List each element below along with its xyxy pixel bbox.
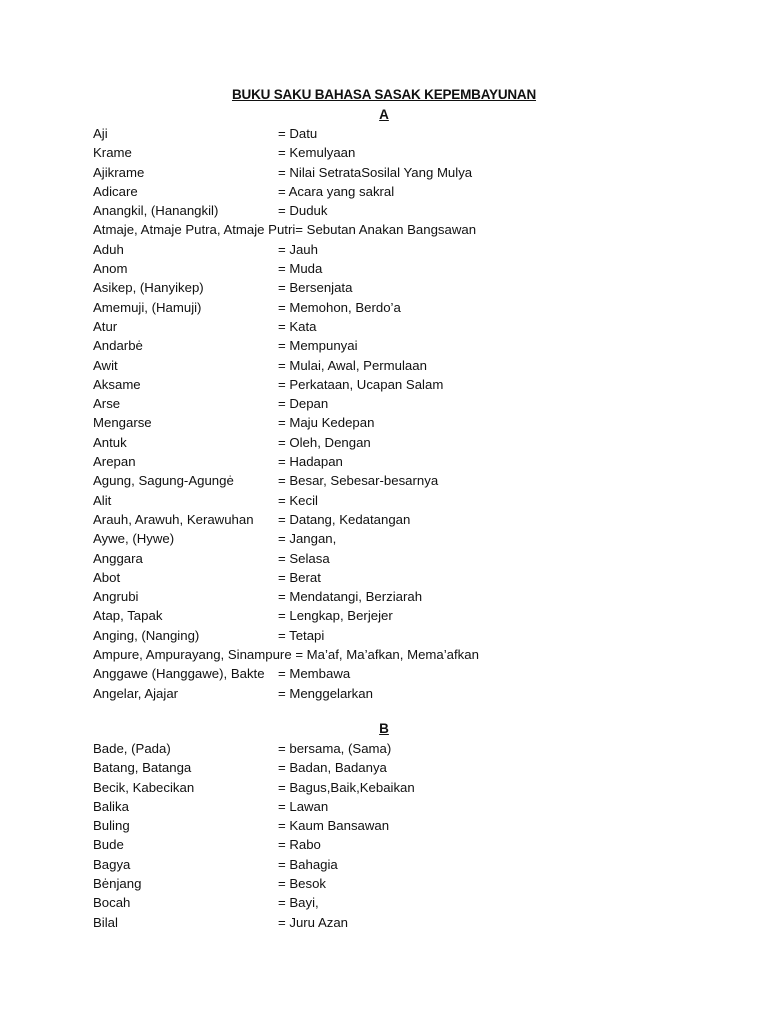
entry-term: Arepan — [93, 454, 136, 470]
glossary-entry — [93, 163, 713, 182]
entry-meaning: = Badan, Badanya — [278, 760, 387, 776]
glossary-entry — [93, 645, 713, 664]
glossary-entry — [93, 778, 713, 797]
glossary-entry — [93, 855, 713, 874]
entry-meaning: = Menggelarkan — [278, 685, 373, 701]
entry-term: Anangkil, (Hanangkil) — [93, 203, 219, 219]
entry-meaning: = Mendatangi, Berziarah — [278, 589, 423, 605]
document-title: BUKU SAKU BAHASA SASAK KEPEMBAYUNAN — [231, 87, 537, 102]
entry-term: Amemuji, (Hamuji) — [93, 299, 202, 315]
glossary-entry — [93, 394, 713, 413]
glossary-entry — [93, 664, 713, 683]
glossary-entry — [93, 336, 713, 355]
glossary-entry — [93, 684, 713, 703]
entry-meaning: = Jangan, — [278, 531, 337, 547]
entry-term: Andarbė — [93, 338, 143, 354]
entry-meaning: = Bahagia — [278, 856, 338, 872]
glossary-entry — [93, 259, 713, 278]
entry-term: Atap, Tapak — [93, 608, 163, 624]
entry-term: Alit — [93, 492, 112, 508]
glossary-entry — [93, 433, 713, 452]
glossary-entry — [93, 201, 713, 220]
entry-meaning: = Bersenjata — [278, 280, 353, 296]
glossary-entry — [93, 471, 713, 490]
glossary-entry — [93, 452, 713, 471]
glossary-entry — [93, 913, 713, 932]
entry-meaning: = Oleh, Dengan — [278, 434, 371, 450]
entry-term: Bagya — [93, 856, 131, 872]
glossary-entry — [93, 124, 713, 143]
entry-term: Bėnjang — [93, 876, 142, 892]
glossary-entry — [93, 356, 713, 375]
entry-meaning: = Besok — [278, 876, 327, 892]
glossary-entry — [93, 758, 713, 777]
entry-meaning: = Muda — [278, 261, 323, 277]
entry-term: Krame — [93, 145, 132, 161]
glossary-entry — [93, 835, 713, 854]
entry-term: Adicare — [93, 183, 138, 199]
entry-term: Ampure, Ampurayang, Sinampure — [93, 647, 292, 663]
entry-meaning: = Datang, Kedatangan — [278, 511, 411, 527]
entry-meaning: = Selasa — [278, 550, 330, 566]
glossary-list-b — [93, 739, 713, 932]
entry-term: Agung, Sagung-Agungė — [93, 473, 234, 489]
entry-term: Aywe, (Hywe) — [93, 531, 175, 547]
glossary-entry — [93, 529, 713, 548]
glossary-entry — [93, 587, 713, 606]
section-heading-b: B — [379, 721, 389, 736]
glossary-entry — [93, 568, 713, 587]
glossary-entry — [93, 278, 713, 297]
glossary-entry — [93, 143, 713, 162]
entry-term: Angelar, Ajajar — [93, 685, 179, 701]
entry-meaning: = Acara yang sakral — [278, 183, 395, 199]
entry-term: Anging, (Nanging) — [93, 627, 200, 643]
entry-term: Anggara — [93, 550, 143, 566]
glossary-entry — [93, 491, 713, 510]
glossary-entry — [93, 182, 713, 201]
entry-meaning: = Berat — [278, 569, 321, 585]
glossary-entry — [93, 626, 713, 645]
entry-term: Atur — [93, 318, 118, 334]
section-heading-a: A — [379, 107, 389, 122]
entry-meaning: = bersama, (Sama) — [278, 741, 392, 756]
entry-term: Bilal — [93, 914, 118, 930]
entry-term: Aji — [93, 126, 108, 141]
glossary-entry — [93, 298, 713, 317]
entry-meaning: = Juru Azan — [278, 914, 349, 930]
entry-meaning: = Tetapi — [278, 627, 325, 643]
entry-meaning: = Memohon, Berdo’a — [278, 299, 401, 315]
entry-term: Angrubi — [93, 589, 139, 605]
entry-term: Abot — [93, 569, 121, 585]
entry-term: Antuk — [93, 434, 127, 450]
entry-meaning: = Mulai, Awal, Permulaan — [278, 357, 427, 373]
entry-meaning: = Besar, Sebesar-besarnya — [278, 473, 439, 489]
glossary-entry — [93, 510, 713, 529]
entry-term: Becik, Kabecikan — [93, 779, 195, 795]
entry-term: Atmaje, Atmaje Putra, Atmaje Putri — [93, 222, 296, 238]
glossary-entry — [93, 874, 713, 893]
glossary-entry — [93, 317, 713, 336]
entry-term: Mengarse — [93, 415, 152, 431]
entry-meaning: = Perkataan, Ucapan Salam — [278, 376, 444, 392]
glossary-entry — [93, 816, 713, 835]
entry-term: Anom — [93, 261, 128, 277]
entry-term: Bocah — [93, 895, 131, 911]
glossary-entry — [93, 375, 713, 394]
entry-meaning: = Membawa — [278, 666, 351, 682]
entry-term: Bude — [93, 837, 124, 853]
entry-term: Batang, Batanga — [93, 760, 192, 776]
entry-meaning: = Lawan — [278, 798, 329, 814]
entry-meaning: = Depan — [278, 396, 329, 412]
entry-term: Bade, (Pada) — [93, 741, 171, 756]
entry-meaning: = Nilai SetrataSosilal Yang Mulya — [278, 164, 473, 180]
entry-term: Asikep, (Hanyikep) — [93, 280, 204, 296]
entry-meaning: = Kemulyaan — [278, 145, 356, 161]
glossary-list-a — [93, 124, 713, 703]
glossary-entry — [93, 240, 713, 259]
glossary-entry — [93, 413, 713, 432]
entry-meaning: = Kecil — [278, 492, 318, 508]
entry-meaning: = Kata — [278, 318, 317, 334]
glossary-entry — [93, 220, 713, 239]
entry-meaning: = Kaum Bansawan — [278, 818, 390, 834]
entry-meaning: = Sebutan Anakan Bangsawan — [295, 222, 477, 238]
glossary-entry — [93, 797, 713, 816]
entry-meaning: = Bagus,Baik,Kebaikan — [278, 779, 415, 795]
entry-meaning: = Rabo — [278, 837, 321, 853]
entry-meaning: = Bayi, — [278, 895, 319, 911]
entry-meaning: = Jauh — [278, 241, 318, 257]
entry-meaning: = Maju Kedepan — [278, 415, 375, 431]
glossary-entry — [93, 606, 713, 625]
entry-term: Aduh — [93, 241, 124, 257]
entry-term: Arauh, Arawuh, Kerawuhan — [93, 511, 254, 527]
entry-term: Aksame — [93, 376, 141, 392]
entry-meaning: = Duduk — [278, 203, 328, 219]
entry-meaning: = Lengkap, Berjejer — [278, 608, 393, 624]
entry-meaning: = Hadapan — [278, 454, 343, 470]
entry-meaning: = Datu — [278, 126, 318, 141]
entry-term: Anggawe (Hanggawe), Bakte — [93, 666, 265, 682]
glossary-entry — [93, 893, 713, 912]
glossary-entry — [93, 549, 713, 568]
entry-term: Buling — [93, 818, 130, 834]
entry-term: Awit — [93, 357, 118, 373]
entry-term: Ajikrame — [93, 164, 145, 180]
entry-meaning: = Ma’af, Ma’afkan, Mema’afkan — [291, 647, 479, 663]
entry-meaning: = Mempunyai — [278, 338, 358, 354]
entry-term: Arse — [93, 396, 121, 412]
entry-term: Balika — [93, 798, 129, 814]
glossary-entry — [93, 739, 713, 758]
